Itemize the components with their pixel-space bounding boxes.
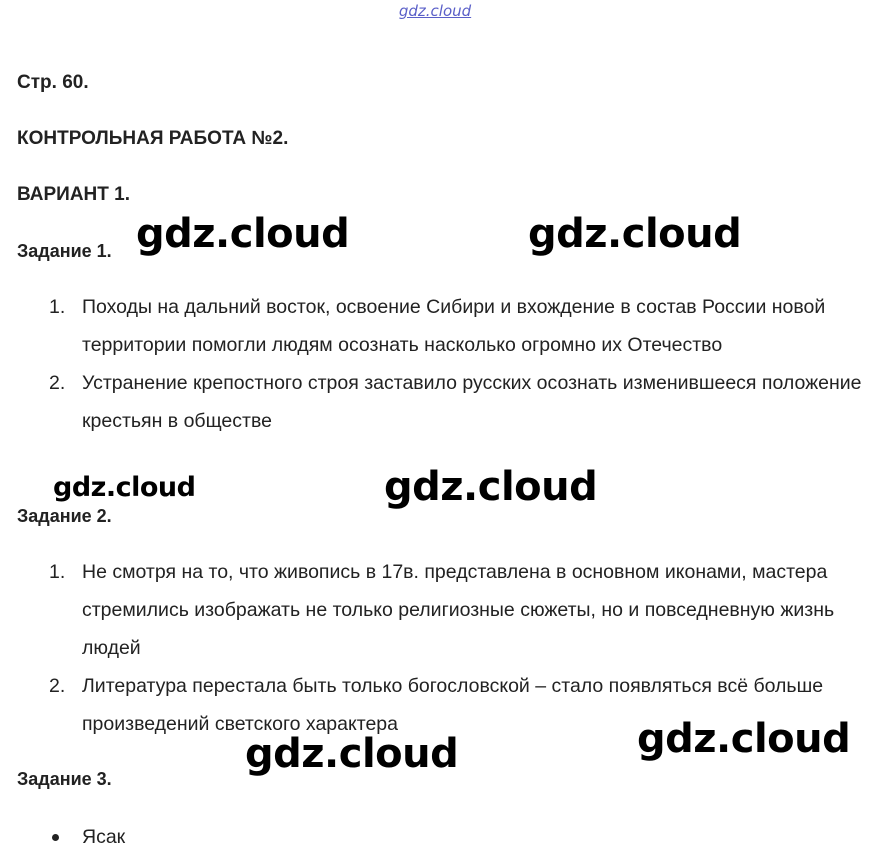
task-3-list (0, 818, 867, 856)
list-item (0, 364, 867, 440)
list-item (0, 553, 867, 667)
task-1-list (0, 288, 867, 440)
watermark: gdz.cloud (637, 716, 851, 762)
document-title: КОНТРОЛЬНАЯ РАБОТА №2. (17, 128, 289, 149)
list-item (0, 818, 867, 856)
list-item-number: 2. (49, 675, 66, 697)
list-item-number: 2. (49, 372, 66, 394)
variant-heading: ВАРИАНТ 1. (17, 184, 130, 205)
list-item-text: Походы на дальний восток, освоение Сибири и вхождение в состав России новой территории помогли людям осознать насколько огромно их Отечество (82, 296, 826, 356)
list-item-text: Ясак (82, 826, 126, 848)
bullet-dot-icon (52, 834, 59, 841)
list-item-text: Устранение крепостного строя заставило русских осознать изменившееся положение крестьян в обществе (82, 372, 862, 432)
task-1-heading: Задание 1. (17, 241, 112, 261)
list-item-number: 1. (49, 561, 66, 583)
watermark: gdz.cloud (528, 211, 742, 257)
list-item-text: Литература перестала быть только богословской – стало появляться всё больше произведений светского характера (82, 675, 824, 735)
task-3-heading: Задание 3. (17, 769, 112, 789)
list-item (0, 288, 867, 364)
watermark: gdz.cloud (136, 211, 350, 257)
watermark: gdz.cloud (53, 472, 196, 503)
task-2-heading: Задание 2. (17, 506, 112, 526)
header-watermark-link[interactable]: gdz.cloud (398, 2, 472, 20)
task-2-list (0, 553, 867, 743)
list-item-number: 1. (49, 296, 66, 318)
page-reference: Стр. 60. (17, 72, 89, 93)
list-item-text: Не смотря на то, что живопись в 17в. представлена в основном иконами, мастера стремились изображать не только религиозные сюжеты, но и повседневную жизнь людей (82, 561, 835, 659)
watermark: gdz.cloud (245, 731, 459, 777)
watermark: gdz.cloud (384, 464, 598, 510)
